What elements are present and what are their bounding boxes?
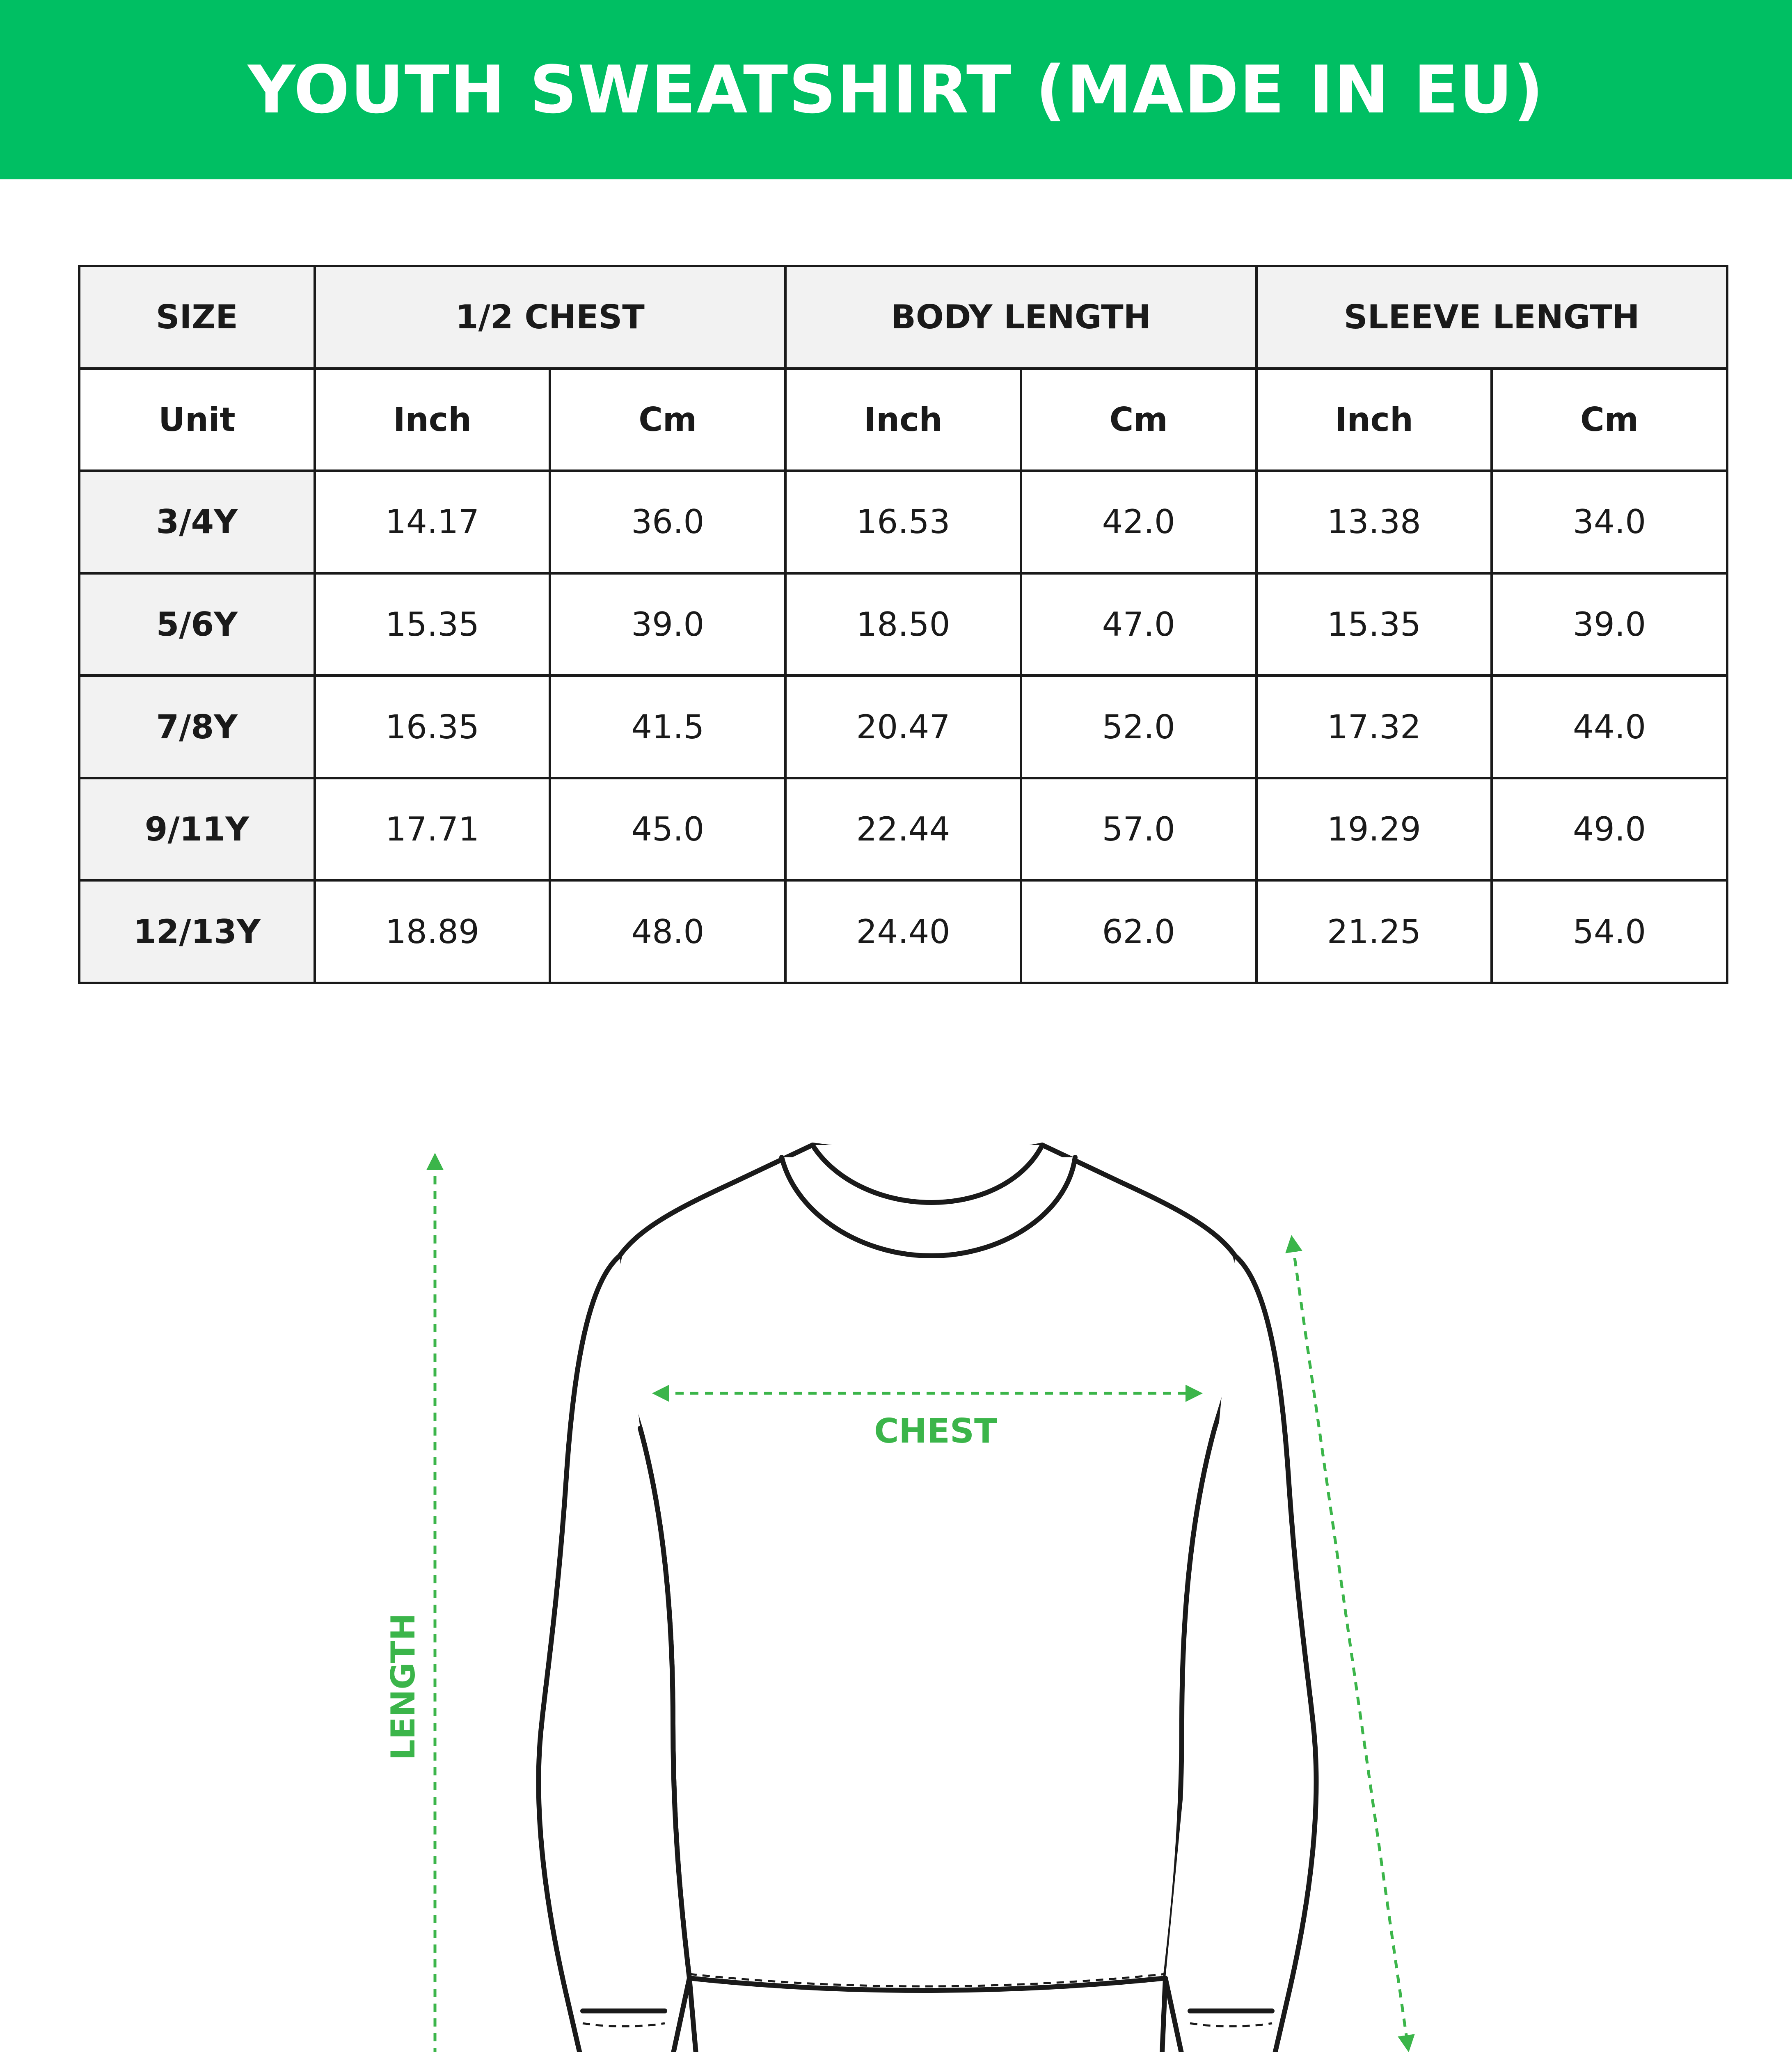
sweatshirt-outline [539, 1145, 1316, 2052]
value-cell: 24.40 [785, 880, 1021, 983]
value-cell: 57.0 [1021, 778, 1256, 881]
sleeve-length-header: SLEEVE LENGTH [1256, 266, 1727, 369]
value-cell: 14.17 [315, 471, 550, 573]
table-row [79, 880, 1727, 983]
unit-cell: Inch [1256, 369, 1492, 471]
unit-cell: Inch [315, 369, 550, 471]
table-header-row [79, 266, 1727, 369]
value-cell: 39.0 [550, 573, 785, 676]
unit-label: Unit [79, 369, 315, 471]
value-cell: 17.32 [1256, 676, 1492, 778]
value-cell: 49.0 [1492, 778, 1727, 881]
value-cell: 18.89 [315, 880, 550, 983]
unit-cell: Cm [1021, 369, 1256, 471]
value-cell: 48.0 [550, 880, 785, 983]
value-cell: 13.38 [1256, 471, 1492, 573]
unit-cell: Inch [785, 369, 1021, 471]
value-cell: 42.0 [1021, 471, 1256, 573]
value-cell: 19.29 [1256, 778, 1492, 881]
value-cell: 52.0 [1021, 676, 1256, 778]
value-cell: 45.0 [550, 778, 785, 881]
value-cell: 20.47 [785, 676, 1021, 778]
unit-row [79, 369, 1727, 471]
value-cell: 36.0 [550, 471, 785, 573]
size-cell: 9/11Y [79, 778, 315, 881]
value-cell: 15.35 [1256, 573, 1492, 676]
table-row [79, 573, 1727, 676]
value-cell: 16.35 [315, 676, 550, 778]
value-cell: 21.25 [1256, 880, 1492, 983]
size-cell: 7/8Y [79, 676, 315, 778]
length-label: LENGTH [384, 1613, 422, 1761]
value-cell: 17.71 [315, 778, 550, 881]
size-header: SIZE [79, 266, 315, 369]
title-banner [0, 0, 1792, 179]
size-chart-table [78, 265, 1728, 984]
table-row [79, 778, 1727, 881]
value-cell: 54.0 [1492, 880, 1727, 983]
value-cell: 39.0 [1492, 573, 1727, 676]
chest-header: 1/2 CHEST [315, 266, 785, 369]
value-cell: 34.0 [1492, 471, 1727, 573]
value-cell: 18.50 [785, 573, 1021, 676]
size-cell: 3/4Y [79, 471, 315, 573]
size-cell: 5/6Y [79, 573, 315, 676]
unit-cell: Cm [550, 369, 785, 471]
value-cell: 15.35 [315, 573, 550, 676]
value-cell: 62.0 [1021, 880, 1256, 983]
size-cell: 12/13Y [79, 880, 315, 983]
body-length-header: BODY LENGTH [785, 266, 1256, 369]
page-title: YOUTH SWEATSHIRT (MADE IN EU) [247, 51, 1545, 128]
value-cell: 47.0 [1021, 573, 1256, 676]
sweatshirt-diagram [0, 1067, 1792, 2052]
value-cell: 41.5 [550, 676, 785, 778]
unit-cell: Cm [1492, 369, 1727, 471]
sleeve-arrow [1293, 1244, 1408, 2044]
value-cell: 22.44 [785, 778, 1021, 881]
value-cell: 44.0 [1492, 676, 1727, 778]
table-row [79, 471, 1727, 573]
table-row [79, 676, 1727, 778]
value-cell: 16.53 [785, 471, 1021, 573]
chest-label: CHEST [874, 1412, 997, 1451]
